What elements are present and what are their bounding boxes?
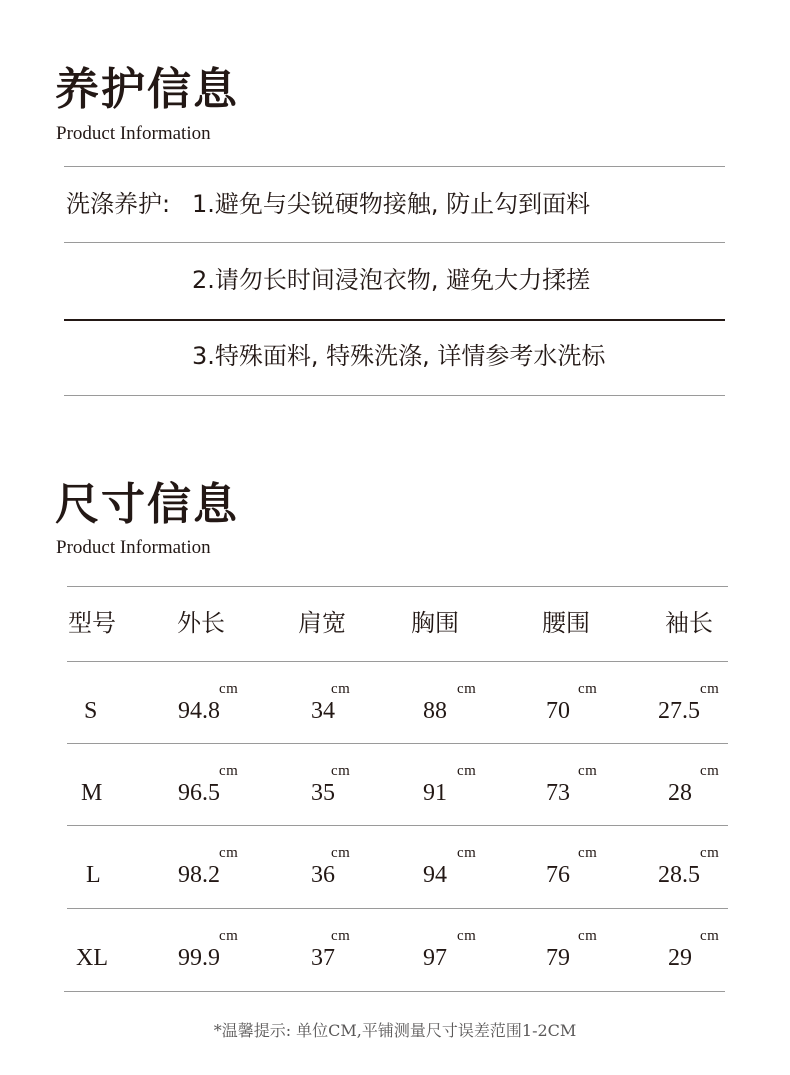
header-chest: 胸围 xyxy=(411,609,459,637)
waist-unit: cm xyxy=(578,845,598,861)
waist-value: 76 xyxy=(546,862,570,888)
header-sleeve: 袖长 xyxy=(665,609,713,637)
header-waist: 腰围 xyxy=(542,609,590,637)
size-row-divider xyxy=(67,908,728,909)
waist-unit: cm xyxy=(578,763,598,779)
length-unit: cm xyxy=(219,845,239,861)
shoulder-unit: cm xyxy=(331,763,351,779)
care-label: 洗涤养护: xyxy=(66,190,171,218)
size-cell: L xyxy=(86,862,101,888)
care-divider-top xyxy=(64,166,725,167)
size-table-bottom-border xyxy=(64,991,725,992)
sleeve-value: 29 xyxy=(668,945,692,971)
sleeve-value: 28.5 xyxy=(658,862,700,888)
shoulder-value: 36 xyxy=(311,862,335,888)
waist-value: 73 xyxy=(546,780,570,806)
sleeve-unit: cm xyxy=(700,681,720,697)
care-line-2: 2.请勿长时间浸泡衣物, 避免大力揉搓 xyxy=(192,266,591,294)
chest-value: 97 xyxy=(423,945,447,971)
length-unit: cm xyxy=(219,681,239,697)
size-cell: S xyxy=(84,698,98,724)
care-divider-2 xyxy=(64,319,725,321)
shoulder-unit: cm xyxy=(331,845,351,861)
chest-value: 88 xyxy=(423,698,447,724)
waist-unit: cm xyxy=(578,928,598,944)
header-shoulder: 肩宽 xyxy=(298,609,346,637)
length-value: 96.5 xyxy=(178,780,220,806)
size-row-divider xyxy=(67,743,728,744)
sleeve-value: 28 xyxy=(668,780,692,806)
care-section-title: 养护信息 xyxy=(55,64,239,115)
length-value: 98.2 xyxy=(178,862,220,888)
sleeve-unit: cm xyxy=(700,763,720,779)
sleeve-value: 27.5 xyxy=(658,698,700,724)
chest-value: 94 xyxy=(423,862,447,888)
chest-unit: cm xyxy=(457,681,477,697)
chest-unit: cm xyxy=(457,845,477,861)
care-divider-bottom xyxy=(64,395,725,396)
shoulder-value: 35 xyxy=(311,780,335,806)
shoulder-value: 34 xyxy=(311,698,335,724)
shoulder-value: 37 xyxy=(311,945,335,971)
size-table-top-border xyxy=(67,586,728,587)
waist-unit: cm xyxy=(578,681,598,697)
care-line-1: 1.避免与尖锐硬物接触, 防止勾到面料 xyxy=(192,190,591,218)
header-length: 外长 xyxy=(177,609,225,637)
care-section-subtitle: Product Information xyxy=(56,123,211,144)
sleeve-unit: cm xyxy=(700,845,720,861)
length-unit: cm xyxy=(219,763,239,779)
size-table-header-border xyxy=(67,661,728,662)
size-section-subtitle: Product Information xyxy=(56,537,211,558)
shoulder-unit: cm xyxy=(331,681,351,697)
size-cell: M xyxy=(81,780,103,806)
size-cell: XL xyxy=(76,945,108,971)
chest-unit: cm xyxy=(457,763,477,779)
waist-value: 79 xyxy=(546,945,570,971)
size-note: *温馨提示: 单位CM,平铺测量尺寸误差范围1-2CM xyxy=(213,1021,577,1040)
sleeve-unit: cm xyxy=(700,928,720,944)
length-value: 94.8 xyxy=(178,698,220,724)
length-value: 99.9 xyxy=(178,945,220,971)
length-unit: cm xyxy=(219,928,239,944)
care-line-3: 3.特殊面料, 特殊洗涤, 详情参考水洗标 xyxy=(192,342,606,370)
size-section-title: 尺寸信息 xyxy=(55,479,239,530)
header-model: 型号 xyxy=(68,609,116,637)
care-divider-1 xyxy=(64,242,725,243)
waist-value: 70 xyxy=(546,698,570,724)
chest-value: 91 xyxy=(423,780,447,806)
size-row-divider xyxy=(67,825,728,826)
shoulder-unit: cm xyxy=(331,928,351,944)
chest-unit: cm xyxy=(457,928,477,944)
